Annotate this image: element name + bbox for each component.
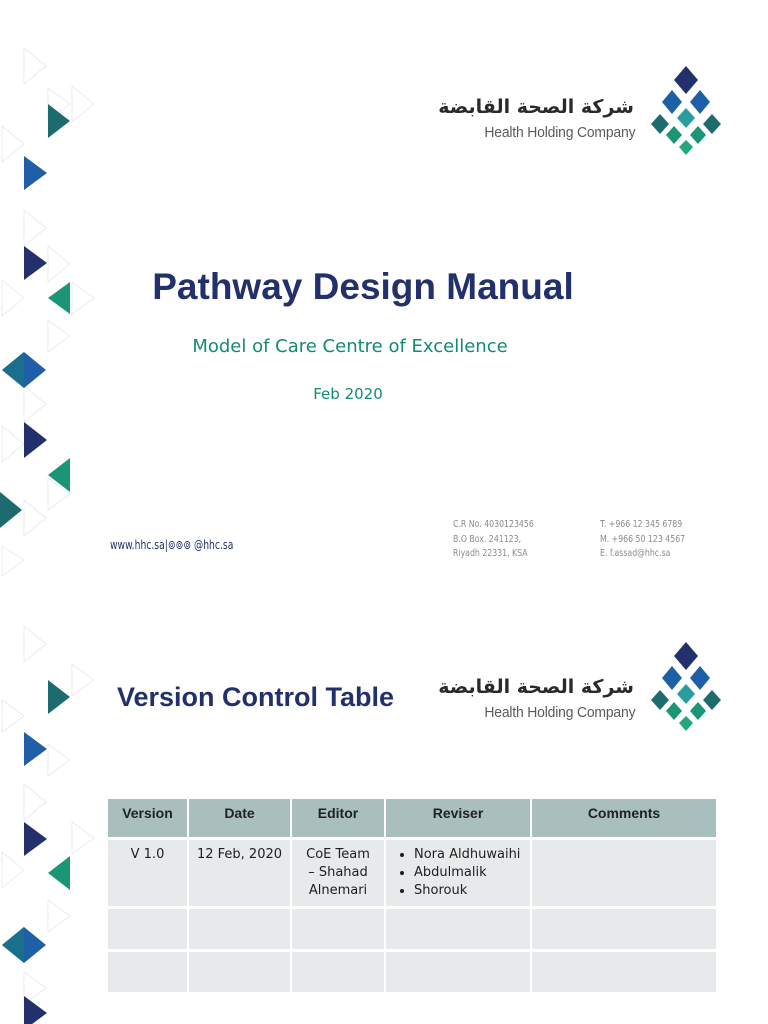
- footer-website: www.hhc.sa|⊚⊚⊚ @hhc.sa: [110, 537, 234, 552]
- footer-address: [453, 518, 534, 562]
- cell-version: [108, 909, 187, 949]
- cell-reviser: [386, 952, 530, 992]
- column-header-version: Version: [108, 799, 187, 837]
- cell-date: 12 Feb, 2020: [189, 840, 290, 906]
- cell-reviser: [386, 909, 530, 949]
- cell-version: [108, 952, 187, 992]
- hhc-logo: [0, 60, 768, 160]
- address-line: C.R No. 4030123456: [453, 519, 534, 530]
- deco-triangle: [24, 996, 47, 1024]
- version-control-table: [106, 796, 718, 995]
- document-subtitle: Model of Care Centre of Excellence: [192, 336, 508, 357]
- deco-triangle: [2, 352, 24, 388]
- deco-triangle: [48, 458, 70, 492]
- address-line: Riyadh 22331, KSA: [453, 548, 528, 559]
- footer-contact: [600, 518, 685, 562]
- table-row: [108, 909, 716, 949]
- contact-line: E. f.assad@hhc.sa: [600, 548, 671, 559]
- logo-diamond-icon: [650, 640, 722, 732]
- table-row: [108, 952, 716, 992]
- reviser-item: • Shorouk: [414, 882, 526, 900]
- editor-line: – Shahad: [308, 865, 368, 880]
- version-control-page: [0, 600, 768, 1024]
- column-header-date: Date: [189, 799, 290, 837]
- column-header-reviser: Reviser: [386, 799, 530, 837]
- table-row: [108, 840, 716, 906]
- deco-triangle: [48, 856, 70, 890]
- cell-version: V 1.0: [108, 840, 187, 906]
- table-header-row: [108, 799, 716, 837]
- logo-english-name: Health Holding Company: [484, 124, 635, 141]
- document-title: Pathway Design Manual: [152, 266, 574, 307]
- cell-date: [189, 909, 290, 949]
- cell-comments: [532, 840, 716, 906]
- deco-triangle: [24, 822, 47, 856]
- cell-editor: [292, 952, 384, 992]
- logo-english-name: Health Holding Company: [484, 704, 635, 721]
- cell-comments: [532, 909, 716, 949]
- contact-line: M. +966 50 123 4567: [600, 533, 686, 545]
- logo-arabic-name: شركة الصحة القابضة: [438, 96, 634, 118]
- cell-editor: [292, 840, 384, 906]
- contact-line: T. +966 12 345 6789: [600, 519, 683, 530]
- column-header-editor: Editor: [292, 799, 384, 837]
- deco-triangle: [2, 927, 24, 963]
- deco-triangle: [24, 156, 47, 190]
- reviser-item: • Abdulmalik: [414, 864, 526, 882]
- editor-line: Alnemari: [308, 883, 368, 898]
- document-date: Feb 2020: [313, 385, 383, 403]
- cell-reviser: [386, 840, 530, 906]
- version-control-title: Version Control Table: [117, 682, 395, 712]
- reviser-list: [396, 846, 526, 900]
- editor-line: CoE Team: [306, 847, 370, 862]
- cell-comments: [532, 952, 716, 992]
- cell-editor: [292, 909, 384, 949]
- address-line: B.O Box. 241123,: [453, 533, 522, 545]
- deco-triangle: [0, 492, 22, 528]
- logo-arabic-name: شركة الصحة القابضة: [438, 676, 634, 698]
- deco-triangle: [24, 422, 47, 458]
- logo-diamond-icon: [650, 64, 722, 156]
- column-header-comments: Comments: [532, 799, 716, 837]
- cell-date: [189, 952, 290, 992]
- reviser-item: • Nora Aldhuwaihi: [414, 846, 526, 864]
